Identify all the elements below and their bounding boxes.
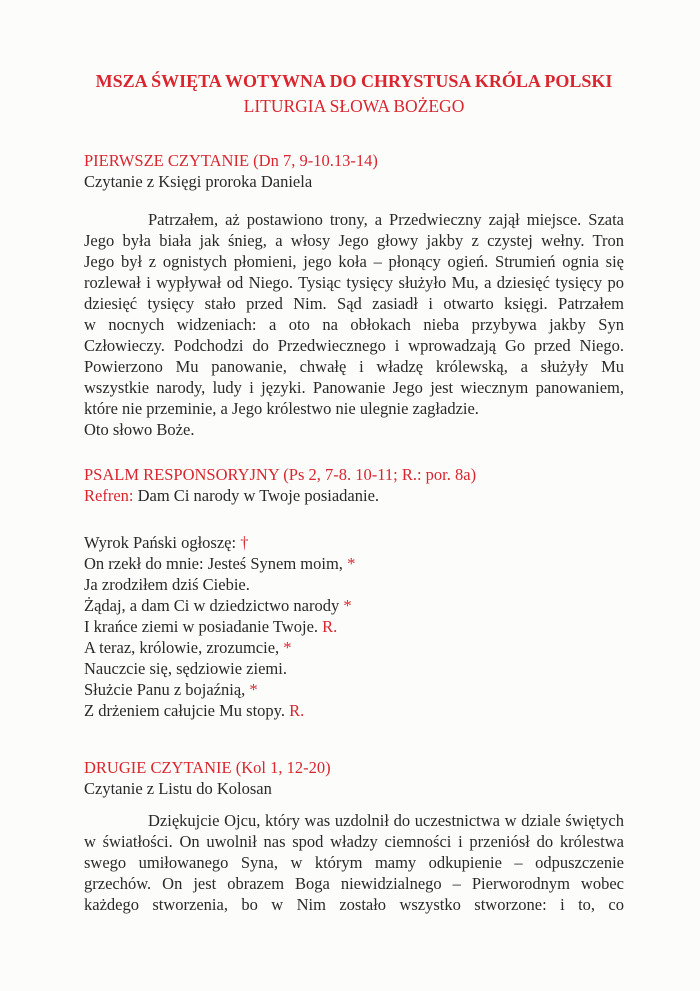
first-reading-line: Jego był z ognistych płomieni, jego koła – płonący ogień. Strumień ognia się xyxy=(84,252,624,271)
second-reading-line: w światłości. On uwolnił nas spod władzy ciemności i przeniósł do królestwa xyxy=(84,832,624,851)
document-title: MSZA ŚWIĘTA WOTYWNA DO CHRYSTUSA KRÓLA POLSKI xyxy=(95,71,613,91)
psalm-refrain xyxy=(84,485,624,506)
first-reading-closing: Oto słowo Boże. xyxy=(84,420,195,439)
cross-mark: † xyxy=(240,533,249,552)
psalm-verse xyxy=(84,574,624,595)
verse-text: A teraz, królowie, zrozumcie, xyxy=(84,638,280,657)
asterisk-mark: * xyxy=(283,638,292,657)
verse-text: Z drżeniem całujcie Mu stopy. xyxy=(84,701,285,720)
refrain-label: Refren: xyxy=(84,486,134,505)
refrain-text: Dam Ci narody w Twoje posiadanie. xyxy=(137,486,380,505)
verse-text: I krańce ziemi w posiadanie Twoje. xyxy=(84,617,319,636)
response-mark: R. xyxy=(289,701,305,720)
first-reading-line: które nie przeminie, a Jego królestwo nie ulegnie zagładzie. xyxy=(84,399,479,418)
first-reading-line: Jego była biała jak śnieg, a włosy Jego głowy jakby z czystej wełny. Tron xyxy=(84,231,624,250)
psalm-heading: PSALM RESPONSORYJNY (Ps 2, 7-8. 10-11; R.: por. 8a) xyxy=(84,465,477,484)
second-reading-line: swego umiłowanego Syna, w którym mamy odkupienie – odpuszczenie xyxy=(84,853,624,872)
psalm-verse xyxy=(84,658,624,679)
psalm xyxy=(84,464,624,506)
second-reading-line: Dziękujcie Ojcu, który was uzdolnił do uczestnictwa w dziale świętych xyxy=(148,811,624,830)
psalm-verse xyxy=(84,553,624,574)
psalm-verse xyxy=(84,532,624,553)
second-reading-text xyxy=(84,810,624,915)
first-reading-line: Patrzałem, aż postawiono trony, a Przedwieczny zajął miejsce. Szata xyxy=(148,210,624,229)
first-reading-line: w nocnych widzeniach: a oto na obłokach nieba przybywa jakby Syn xyxy=(84,315,624,334)
verse-text: Służcie Panu z bojaźnią, xyxy=(84,680,246,699)
psalm-verse xyxy=(84,700,624,721)
first-reading-line: dziesięć tysięcy stało przed Nim. Sąd zasiadł i otwarto księgi. Patrzałem xyxy=(84,294,624,313)
verse-text: Ja zrodziłem dziś Ciebie. xyxy=(84,575,250,594)
asterisk-mark: * xyxy=(249,680,258,699)
first-reading-text xyxy=(84,209,624,440)
first-reading-line: rozlewał i wypływał od Niego. Tysiąc tysięcy służyło Mu, a dziesięć tysięcy po xyxy=(84,273,624,292)
second-reading-line: grzechów. On jest obrazem Boga niewidzialnego – Pierworodnym wobec xyxy=(84,874,624,893)
psalm-verse xyxy=(84,679,624,700)
verse-text: Wyrok Pański ogłoszę: xyxy=(84,533,237,552)
response-mark: R. xyxy=(322,617,338,636)
first-reading-source: Czytanie z Księgi proroka Daniela xyxy=(84,172,313,191)
second-reading-line: każdego stworzenia, bo w Nim zostało wszystko stworzone: i to, co xyxy=(84,895,624,914)
first-reading-line: Powierzono Mu panowanie, chwałę i władzę królewską, a służyły Mu xyxy=(84,357,624,376)
verse-text: On rzekł do mnie: Jesteś Synem moim, xyxy=(84,554,343,573)
first-reading xyxy=(84,150,624,192)
first-reading-line: wszystkie narody, ludy i języki. Panowanie Jego jest wiecznym panowaniem, xyxy=(84,378,624,397)
document-subtitle: LITURGIA SŁOWA BOŻEGO xyxy=(243,96,465,116)
psalm-verse xyxy=(84,637,624,658)
psalm-verse xyxy=(84,595,624,616)
psalm-stanza-1 xyxy=(84,532,624,637)
first-reading-line: Człowieczy. Podchodzi do Przedwiecznego i wprowadzają Go przed Niego. xyxy=(84,336,624,355)
second-reading-source: Czytanie z Listu do Kolosan xyxy=(84,779,272,798)
psalm-stanza-2 xyxy=(84,637,624,721)
verse-text: Żądaj, a dam Ci w dziedzictwo narody xyxy=(84,596,340,615)
second-reading-heading: DRUGIE CZYTANIE (Kol 1, 12-20) xyxy=(84,758,331,777)
psalm-verse xyxy=(84,616,624,637)
first-reading-heading: PIERWSZE CZYTANIE (Dn 7, 9-10.13-14) xyxy=(84,151,378,170)
verse-text: Nauczcie się, sędziowie ziemi. xyxy=(84,659,287,678)
asterisk-mark: * xyxy=(347,554,356,573)
second-reading xyxy=(84,757,624,799)
asterisk-mark: * xyxy=(343,596,352,615)
